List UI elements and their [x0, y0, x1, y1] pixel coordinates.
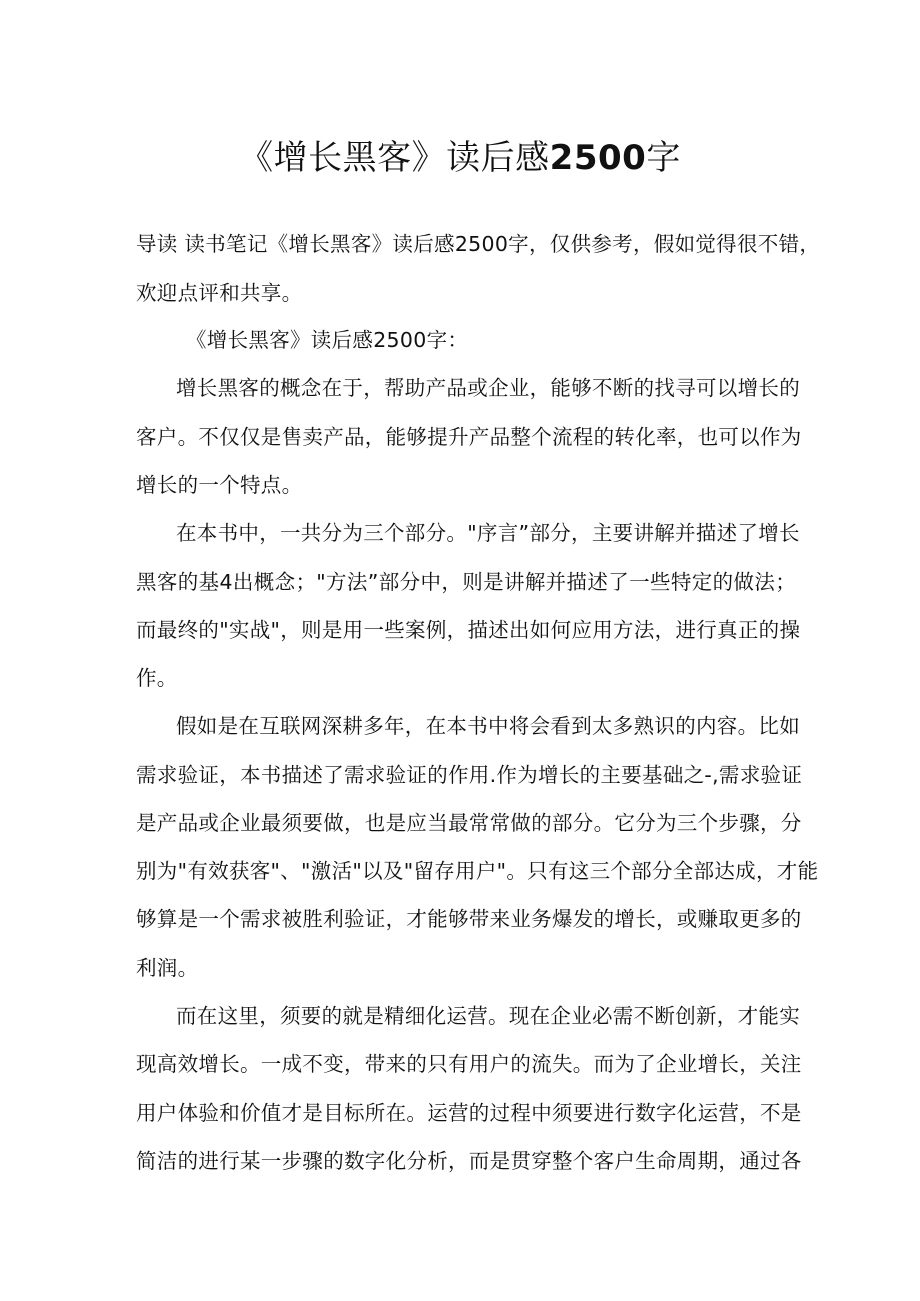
- title-suffix: 字: [646, 138, 681, 178]
- section-subtitle: 《增长黑客》读后感2500字：: [186, 328, 469, 352]
- title-prefix: 《增长黑客》读后感: [239, 138, 550, 178]
- paragraph-3-line-2: 需求验证，本书描述了需求验证的作用.作为增长的主要基础之-,需求验证: [136, 763, 803, 787]
- paragraph-2-line-1: 在本书中，一共分为三个部分。"序言”部分，主要讲解并描述了增长: [176, 521, 800, 545]
- paragraph-3-line-6: 利润。: [136, 956, 199, 980]
- paragraph-3-line-4: 别为"有效获客"、"激活"以及"留存用户"。只有这三个部分全部达成，才能: [136, 859, 819, 883]
- paragraph-2-line-3: 而最终的"实战"，则是用一些案例，描述出如何应用方法，进行真正的操: [136, 618, 801, 642]
- intro-line-2: 欢迎点评和共享。: [136, 281, 303, 305]
- intro-line-1: 导读 读书笔记《增长黑客》读后感2500字，仅供参考，假如觉得很不错，: [136, 232, 821, 256]
- document-title: [0, 133, 920, 183]
- paragraph-1-line-3: 增长的一个特点。: [136, 473, 303, 497]
- paragraph-2-line-4: 作。: [136, 666, 178, 690]
- paragraph-3-line-3: 是产品或企业最须要做，也是应当最常常做的部分。它分为三个步骤，分: [136, 811, 802, 835]
- title-number: 2500: [549, 138, 647, 178]
- paragraph-4-line-2: 现高效增长。一成不变，带来的只有用户的流失。而为了企业增长，关注: [136, 1052, 802, 1076]
- paragraph-1-line-2: 客户。不仅仅是售卖产品，能够提升产品整个流程的转化率，也可以作为: [136, 425, 802, 449]
- paragraph-4-line-1: 而在这里，须要的就是精细化运营。现在企业必需不断创新，才能实: [176, 1004, 800, 1028]
- paragraph-3-line-5: 够算是一个需求被胜利验证，才能够带来业务爆发的增长，或赚取更多的: [136, 907, 802, 931]
- paragraph-3-line-1: 假如是在互联网深耕多年，在本书中将会看到太多熟识的内容。比如: [176, 714, 800, 738]
- paragraph-2-line-2: 黑客的基4出概念；"方法”部分中，则是讲解并描述了一些特定的做法；: [136, 570, 796, 594]
- paragraph-1-line-1: 增长黑客的概念在于，帮助产品或企业，能够不断的找寻可以增长的: [176, 376, 800, 400]
- paragraph-4-line-3: 用户体验和价值才是目标所在。运营的过程中须要进行数字化运营，不是: [136, 1101, 802, 1125]
- paragraph-4-line-4: 简洁的进行某一步骤的数字化分析，而是贯穿整个客户生命周期，通过各: [136, 1149, 802, 1173]
